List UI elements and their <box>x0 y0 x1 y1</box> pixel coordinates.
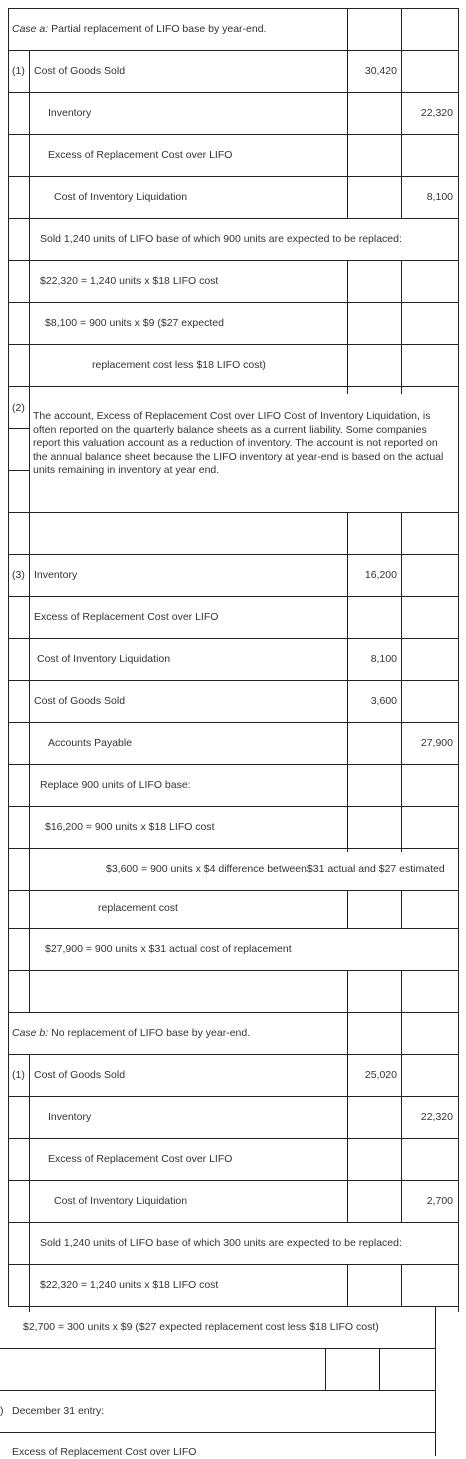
account-name: Cost of Goods Sold <box>34 65 126 77</box>
account-name: Accounts Payable <box>48 737 133 749</box>
case-a-heading-text: Partial replacement of LIFO base by year-end. <box>51 23 267 35</box>
case-b-heading <box>12 1027 250 1040</box>
debit-amount: 30,420 <box>364 65 397 77</box>
debit-amount: 25,020 <box>364 1069 397 1081</box>
credit-amount: 8,100 <box>426 191 453 203</box>
credit-amount: 27,900 <box>420 737 453 749</box>
calculation-text: replacement cost <box>98 902 178 914</box>
calculation-text: $2,700 = 300 units x $9 ($27 expected replacement cost less $18 LIFO cost) <box>23 1321 379 1333</box>
account-name: Cost of Goods Sold <box>34 695 126 707</box>
explanation-text: Sold 1,240 units of LIFO base of which 300 units are expected to be replaced: <box>40 1237 402 1249</box>
account-name: Excess of Replacement Cost over LIFO <box>48 1153 233 1165</box>
case-a-label: Case a: <box>12 23 49 35</box>
entry-number: (3) <box>12 569 25 581</box>
entry-label: December 31 entry: <box>12 1405 105 1417</box>
calculation-text: $27,900 = 900 units x $31 actual cost of replacement <box>45 943 292 955</box>
case-b-heading-text: No replacement of LIFO base by year-end. <box>51 1027 251 1039</box>
calculation-text: $22,320 = 1,240 units x $18 LIFO cost <box>40 275 219 287</box>
account-name: Inventory <box>48 1111 92 1123</box>
calculation-text: $22,320 = 1,240 units x $18 LIFO cost <box>40 1279 219 1291</box>
calculation-text: $8,100 = 900 units x $9 ($27 expected <box>45 317 224 329</box>
account-name: Inventory <box>48 107 92 119</box>
calculation-text: replacement cost less $18 LIFO cost) <box>92 359 266 371</box>
account-name: Excess of Replacement Cost over LIFO <box>34 611 219 623</box>
debit-amount: 8,100 <box>370 653 397 665</box>
entry-number: ) <box>0 1405 4 1417</box>
account-name: Cost of Inventory Liquidation <box>54 1195 188 1207</box>
explanation-text: Sold 1,240 units of LIFO base of which 900 units are expected to be replaced: <box>40 233 402 245</box>
debit-amount: 16,200 <box>364 569 397 581</box>
case-a-heading <box>12 23 266 36</box>
explanation-paragraph: The account, Excess of Replacement Cost over LIFO Cost of Inventory Liquidation, is often reported on the quarterly balance sheets as a current liability. Some companies report this valuation account as a reduction of inventory. The account is not reported on the annual balance sheet because the LIFO inventory at year-end is based on the actual units remaining in inventory at year end. <box>33 410 444 476</box>
credit-amount: 22,320 <box>420 1111 453 1123</box>
calculation-text: $16,200 = 900 units x $18 LIFO cost <box>45 821 215 833</box>
entry-number: (1) <box>12 1069 25 1081</box>
case-b-label: Case b: <box>12 1027 49 1039</box>
account-name: Inventory <box>34 569 78 581</box>
entry-number: (2) <box>12 402 25 414</box>
explanation-text: Replace 900 units of LIFO base: <box>40 779 191 791</box>
calculation-text: $3,600 = 900 units x $4 difference between$31 actual and $27 estimated <box>106 863 445 875</box>
account-name: Cost of Inventory Liquidation <box>37 653 171 665</box>
account-name: Excess of Replacement Cost over LIFO <box>12 1446 197 1458</box>
credit-amount: 22,320 <box>420 107 453 119</box>
account-name: Excess of Replacement Cost over LIFO <box>48 149 233 161</box>
entry-number: (1) <box>12 65 25 77</box>
account-name: Cost of Goods Sold <box>34 1069 126 1081</box>
credit-amount: 2,700 <box>426 1195 453 1207</box>
account-name: Cost of Inventory Liquidation <box>54 191 188 203</box>
debit-amount: 3,600 <box>370 695 397 707</box>
